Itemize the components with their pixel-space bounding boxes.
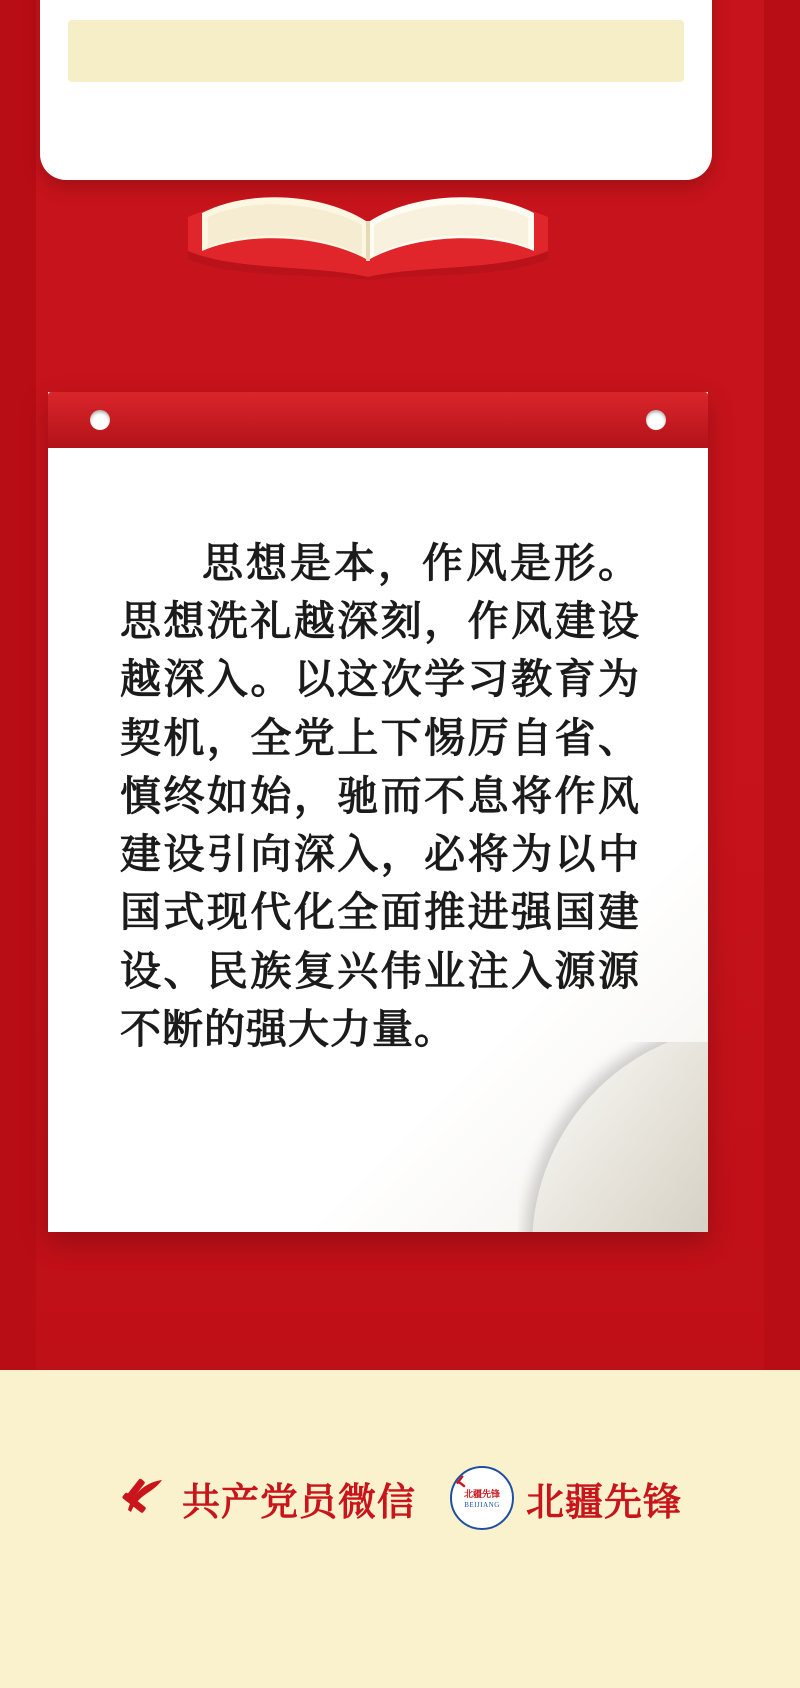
badge-hammer-sickle-icon [456, 1474, 470, 1488]
brand-label-gongchandangyuan: 共产党员微信 [181, 1481, 416, 1524]
brand-gongchandangyuan[interactable] [118, 1471, 416, 1526]
note-paragraph: 思想是本，作风是形。思想洗礼越深刻，作风建设越深入。以这次学习教育为契机，全党上下惕厉自省、慎终如始，驰而不息将作风建设引向深入，必将为以中国式现代化全面推进强国建设、民族复兴伟业注入源源不断的强大力量。 [120, 540, 640, 1052]
right-edge-stripe [764, 0, 800, 1370]
binder-hole-right-icon [646, 410, 666, 430]
page-curl-decoration [518, 1042, 708, 1232]
footer [0, 1370, 800, 1688]
badge-bottom-text: BEIJIANG [464, 1500, 500, 1509]
note-card [48, 392, 708, 1232]
binder-hole-left-icon [90, 410, 110, 430]
footer-brand-row [0, 1466, 800, 1530]
open-book-icon [182, 165, 554, 280]
top-card-highlight-band [68, 20, 684, 82]
beijiang-xianfeng-badge-icon [450, 1466, 514, 1530]
left-edge-stripe [0, 0, 36, 1370]
badge-top-text: 北疆先锋 [463, 1488, 500, 1499]
brand-beijiangxianfeng[interactable] [450, 1466, 682, 1530]
brand-label-beijiangxianfeng: 北疆先锋 [526, 1481, 683, 1524]
top-white-card [40, 0, 712, 180]
note-body [48, 448, 708, 1232]
note-top-bar [48, 392, 708, 448]
party-emblem-icon [118, 1472, 170, 1524]
